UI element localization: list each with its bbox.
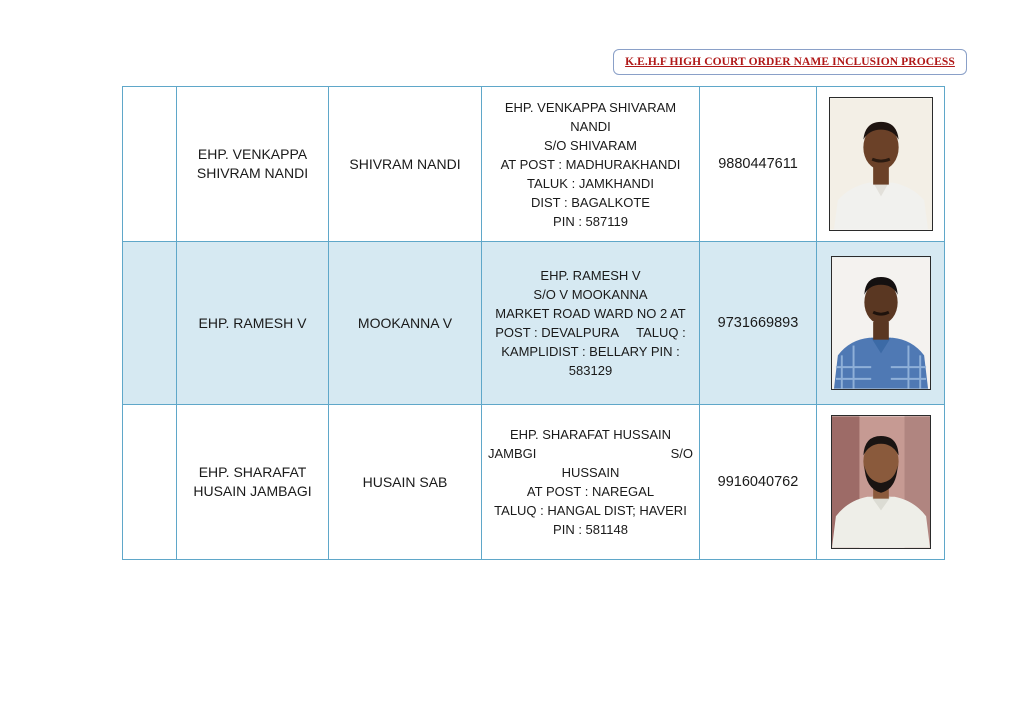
address-line: AT POST : MADHURAKHANDI [500,156,681,172]
address-line: EHP. RAMESH V [540,268,641,283]
photo-cell [817,87,945,242]
address-line: 583129 [568,363,613,378]
serial-cell [123,405,177,560]
table-row [123,87,945,242]
address-line: DIST : BAGALKOTE [531,194,650,210]
table-row [123,242,945,405]
photo-cell [817,405,945,560]
serial-cell [123,87,177,242]
address-line: AT POST : NAREGAL [526,484,655,499]
person-photo-icon [829,97,933,231]
member-name: EHP. VENKAPPA SHIVRAM NANDI [177,87,329,242]
address-line: PIN : 581148 [553,522,628,537]
address-line: S/O SHIVARAM [544,137,637,153]
person-photo-icon [831,256,931,390]
address-line: HUSSAIN [561,465,620,480]
address-line: TALUK : JAMKHANDI [527,175,654,191]
address-line: NANDI [570,118,611,134]
address-cell [482,405,700,560]
father-name: MOOKANNA V [329,242,482,405]
address-line: KAMPLIDIST : BELLARY PIN : [501,344,680,359]
father-name: SHIVRAM NANDI [329,87,482,242]
address-line: EHP. VENKAPPA SHIVARAM [504,99,677,115]
address-fragment: JAMBGI [488,446,537,461]
address-cell [482,242,700,405]
document-title: K.E.H.F HIGH COURT ORDER NAME INCLUSION PROCESS [625,56,955,68]
table-row [123,405,945,560]
address-line: PIN : 587119 [553,213,628,229]
document-header-box [613,49,967,75]
serial-cell [123,242,177,405]
phone-number: 9880447611 [700,87,817,242]
address-line: S/O V MOOKANNA [533,287,648,302]
address-line: EHP. SHARAFAT HUSSAIN [509,427,672,442]
photo-cell [817,242,945,405]
father-name: HUSAIN SAB [329,405,482,560]
address-fragment: S/O [670,446,693,461]
address-line: TALUQ : HANGAL DIST; HAVERI [494,503,687,518]
address-line: POST : DEVALPURA TALUQ : [495,325,686,340]
beneficiary-table [122,86,945,560]
address-cell [482,87,700,242]
address-line: MARKET ROAD WARD NO 2 AT [495,306,686,321]
person-photo-icon [831,415,931,549]
phone-number: 9731669893 [700,242,817,405]
phone-number: 9916040762 [700,405,817,560]
member-name: EHP. RAMESH V [177,242,329,405]
member-name: EHP. SHARAFAT HUSAIN JAMBAGI [177,405,329,560]
address-line [488,444,693,463]
